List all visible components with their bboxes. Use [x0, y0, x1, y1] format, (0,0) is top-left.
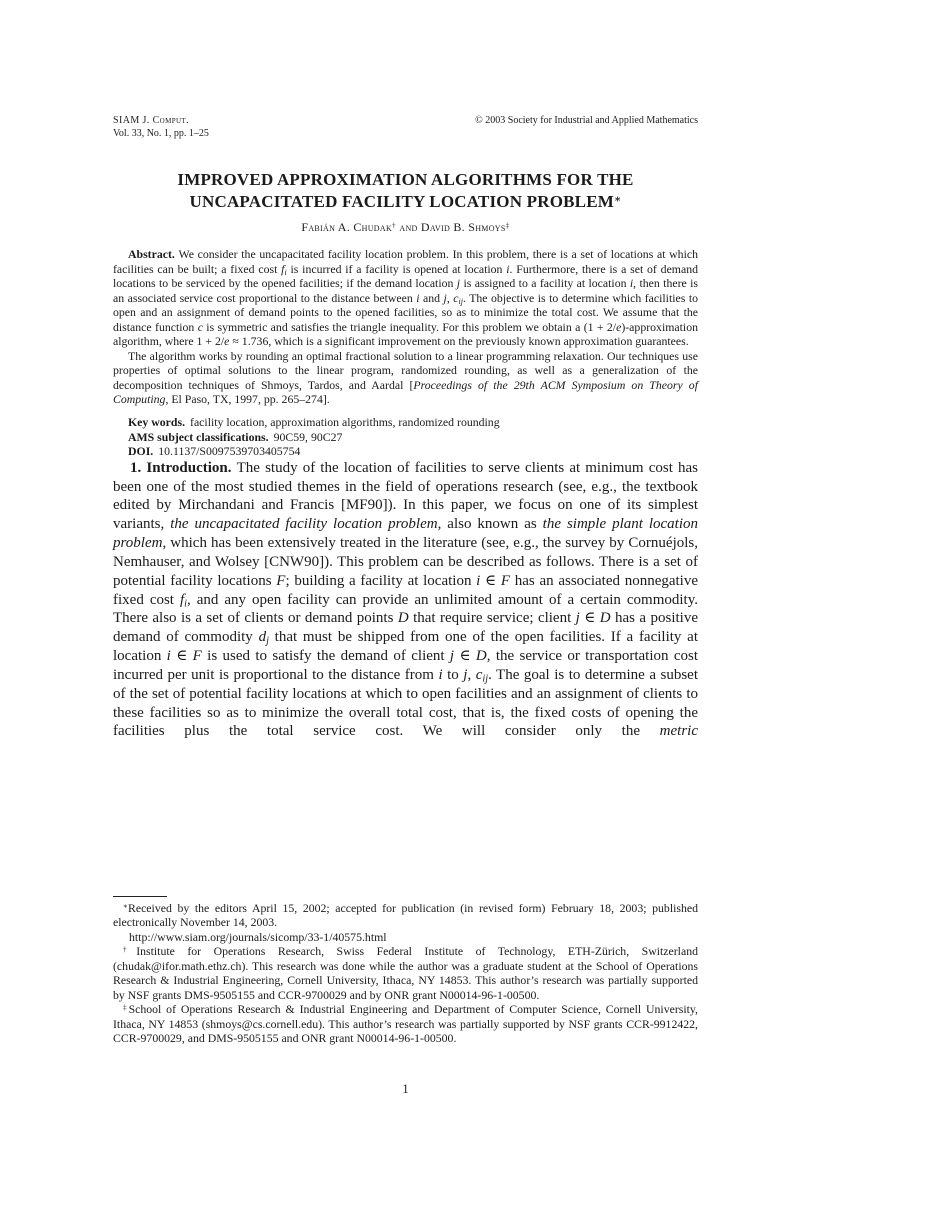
- doi-label: DOI.: [128, 444, 154, 459]
- ams-text: 90C59, 90C27: [273, 429, 343, 444]
- running-header: [113, 114, 698, 140]
- ams-line: [113, 430, 698, 445]
- footnote-url: http://www.siam.org/journals/sicomp/33-1/40575.html: [129, 929, 387, 944]
- paper-title: [113, 169, 698, 212]
- paper-title-line1: IMPROVED APPROXIMATION ALGORITHMS FOR THE: [177, 170, 634, 189]
- doi-text: 10.1137/S0097539703405754: [158, 444, 301, 459]
- keywords-label: Key words.: [128, 415, 186, 430]
- authors-line: Fabián A. Chudak† and David B. Shmoys‡: [301, 220, 510, 234]
- paper-title-line2: UNCAPACITATED FACILITY LOCATION PROBLEM∗: [189, 191, 622, 211]
- footnote-affiliation-shmoys: ‡School of Operations Research & Industrial Engineering and Department of Computer Science, Cornell University, Ithaca, NY 14853 (shmoys@cs.cornell.edu). This author’s research was partially supported by NSF grants CCR-9912422, CCR-9700029, and DMS-9505155 and ONR grant N00014-96-1-00500.: [113, 1002, 698, 1046]
- copyright-notice: © 2003 Society for Industrial and Applied Mathematics: [475, 115, 698, 126]
- abstract-paragraph-1: Abstract. We consider the uncapacitated facility location problem. In this problem, there is a set of locations at which facilities can be built; a fixed cost $f_i$ is incurred if a facility is opened at location i. Furthermore, there is a set of demand locations to be serviced by the opened facilities; if the demand location j is assigned to a facility at location i, then there is an associated service cost proportional to the distance between i and j, $c_{ij}$. The objective is to determine which facilities to open and an assignment of demand points to the opened facilities, so as to minimize the total cost. We assume that the distance function c is symmetric and satisfies the triangle inequality. For this problem we obtain a (1 + 2/e)-approximation algorithm, where 1 + 2/e ≈ 1.736, which is a significant improvement on the previously known approximation guarantees.: [113, 247, 699, 349]
- footnote-received: ∗Received by the editors April 15, 2002; accepted for publication (in revised form) February 18, 2003; published electronically November 14, 2003.: [113, 901, 698, 930]
- doi-line: [113, 444, 698, 459]
- abstract-section: [113, 247, 698, 407]
- journal-name: SIAM J. Comput.: [113, 115, 190, 126]
- keywords-text: facility location, approximation algorithms, randomized rounding: [190, 415, 500, 430]
- footnote-affiliation-chudak: †Institute for Operations Research, Swiss Federal Institute of Technology, ETH-Zürich, Switzerland (chudak@ifor.math.ethz.ch). This research was done while the author was a graduate student at the School of Operations Research & Industrial Engineering, Cornell University, Ithaca, NY 14853. This author’s research was partially supported by NSF grants DMS-9505155 and CCR-9700029 and by ONR grant N00014-96-1-00500.: [113, 944, 698, 1002]
- journal-info: [113, 114, 209, 140]
- footnote-rule: [113, 896, 167, 897]
- footnotes-section: [113, 901, 698, 1046]
- introduction-paragraph: 1. Introduction. The study of the location of facilities to serve clients at minimum cost has been one of the most studied themes in the field of operations research (see, e.g., the textbook edited by Mirchandani and Francis [MF90]). In this paper, we focus on one of its simplest variants, the uncapacitated facility location problem, also known as the simple plant location problem, which has been extensively treated in the literature (see, e.g., the survey by Cornuéjols, Nemhauser, and Wolsey [CNW90]). This problem can be described as follows. There is a set of potential facility locations F; building a facility at location i ∈ F has an associated nonnegative fixed cost $f_i$, and any open facility can provide an unlimited amount of a certain commodity. There also is a set of clients or demand points D that require service; client j ∈ D has a positive demand of commodity $d_j$ that must be shipped from one of the open facilities. If a facility at location i ∈ F is used to satisfy the demand of client j ∈ D, the service or transportation cost incurred per unit is proportional to the distance from i to j, $c_{ij}$. The goal is to determine a subset of the set of potential facility locations at which to open facilities and an assignment of clients to these facilities so as to minimize the overall total cost, that is, the fixed costs of opening the facilities plus the total service cost. We will consider only the metric: [113, 459, 699, 740]
- page-number: 1: [402, 1082, 409, 1096]
- journal-volume: Vol. 33, No. 1, pp. 1–25: [113, 128, 209, 139]
- main-column: [113, 247, 698, 741]
- ams-label: AMS subject classifications.: [128, 429, 269, 444]
- keywords-line: [113, 415, 698, 430]
- abstract-paragraph-2: The algorithm works by rounding an optimal fractional solution to a linear programming relaxation. Our techniques use properties of optimal solutions to the linear program, randomized rounding, as well as a generalization of the decomposition techniques of Shmoys, Tardos, and Aardal [Proceedings of the 29th ACM Symposium on Theory of Computing, El Paso, TX, 1997, pp. 265–274].: [113, 348, 698, 407]
